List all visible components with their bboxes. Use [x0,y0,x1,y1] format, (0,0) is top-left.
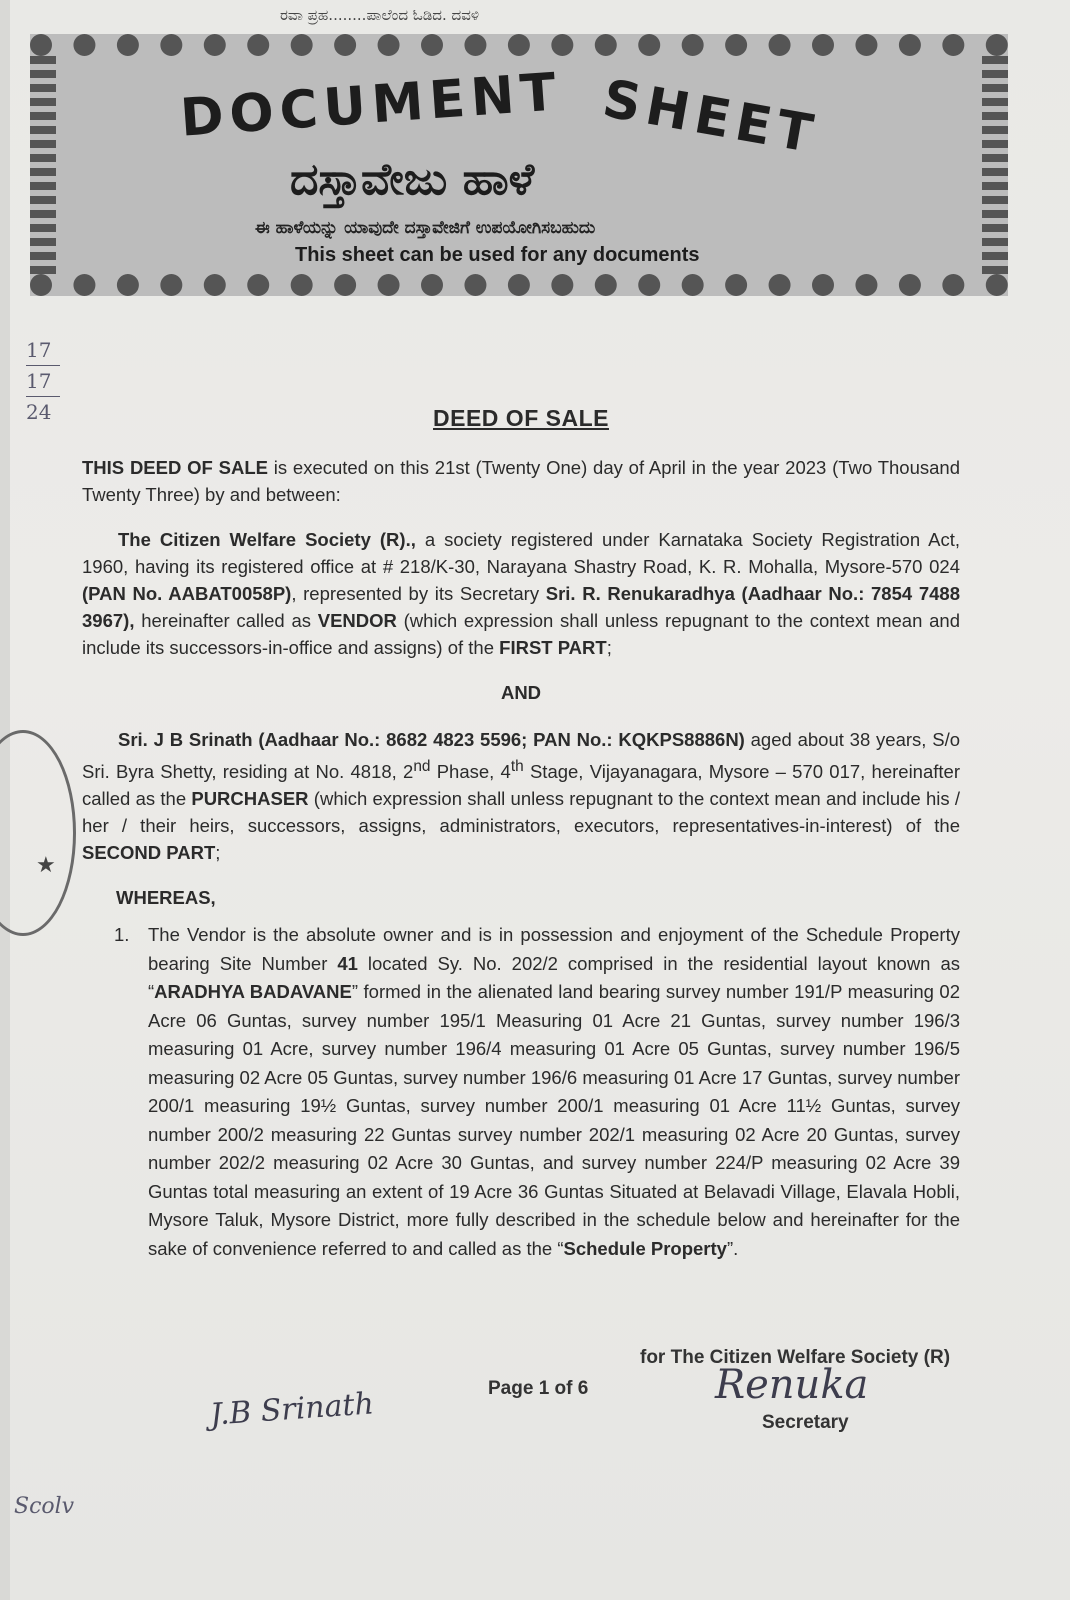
top-handwritten-note: ರವಾ ಪ್ರಹ........ಪಾಲೆಂದ ಓಡಿದ. ದವಳಿ [280,6,480,24]
whereas-heading: WHEREAS, [116,887,216,909]
purchaser-text: Phase, 4 [430,761,511,783]
banner-title-kannada: ದಸ್ತಾವೇಜು ಹಾಳೆ [290,154,535,205]
schedule-property: Schedule Property [563,1237,727,1259]
banner-title-word2: SHEET [598,68,823,166]
vendor-name: The Citizen Welfare Society (R)., [118,529,416,550]
purchaser-signature: J.B Srinath [208,1386,375,1433]
vendor-text: ; [606,637,612,658]
vendor-paragraph [82,526,960,661]
bottom-handwritten-note: Scolv [14,1494,75,1519]
banner-title-word1: DOCUMENT [178,62,564,149]
list-item-text [148,921,960,1263]
list-item [114,921,960,1263]
for-society-label: for The Citizen Welfare Society (R) [640,1347,951,1368]
document-sheet-banner [30,34,1008,296]
purchaser-label: PURCHASER [191,788,309,810]
purchaser-text: aged about 38 years, S/o Sri. Byra Shetty, residing at No. 4818, 2 [82,729,960,783]
purchaser-text: (which expression shall unless repugnant to the context mean and include his / her / their heirs, successors, assigns, administrators, executors, representatives-in-interest) of the [82,788,960,837]
item-text: ” formed in the alienated land bearing survey number 191/P measuring 02 Acre 06 Guntas, survey number 195/1 Measuring 01 Acre 21 Guntas, survey number 196/3 measuring 01 Acre, survey number 196/4 measuring 01 Acre 05 Guntas, survey number 196/5 measuring 02 Acre 05 Guntas, survey number 196/6 measuring 01 Acre 17 Guntas, survey number 200/1 measuring 19½ Guntas, survey number 200/1 measuring 01 Acre 11½ Guntas, survey number 200/2 measuring 22 Guntas survey number 202/1 measuring 02 Acre 20 Guntas, survey number 202/2 measuring 02 Acre 30 Guntas, and survey number 224/P measuring 02 Acre 39 Guntas total measuring an extent of 19 Acre 36 Guntas Situated at Belavadi Village, Elavala Hobli, Mysore Taluk, Mysore District, more fully described in the schedule below and hereinafter for the sake of convenience referred to and called as the “ [148,981,960,1259]
intro-text: is executed on this 21st (Twenty One) day of April in the year 2023 (Two Thousand Twenty Three) by and between: [82,457,960,505]
vendor-part: FIRST PART [499,637,607,658]
secretary-signature: Renuka [715,1362,869,1408]
partial-seal-stamp [0,730,76,936]
purchaser-name: Sri. J B Srinath (Aadhaar No.: 8682 4823 5596; PAN No.: KQKPS8886N) [118,729,745,750]
margin-notes [26,335,76,427]
vendor-text: (which expression shall unless repugnant to the context mean and include its successors-in-office and assigns) of the [82,610,960,658]
intro-bold: THIS DEED OF SALE [82,457,268,478]
vendor-pan: (PAN No. AABAT0058P) [82,583,292,604]
layout-name: ARADHYA BADAVANE [154,981,352,1003]
vendor-text: hereinafter called as [134,610,318,631]
purchaser-part: SECOND PART [82,842,216,864]
list-item-number: 1. [114,924,130,946]
intro-paragraph [82,454,960,508]
superscript: nd [413,758,431,775]
banner-subtitle-kannada: ಈ ಹಾಳೆಯನ್ನು ಯಾವುದೇ ದಸ್ತಾವೇಜಿಗೆ ಉಪಯೋಗಿಸಬಹುದು [255,218,596,238]
margin-note: 24 [26,400,52,424]
page-number: Page 1 of 6 [488,1378,589,1399]
banner-title [178,62,823,166]
deed-body [82,405,960,1263]
deed-title: DEED OF SALE [433,405,609,431]
document-sheet [10,0,1070,1600]
vendor-representative: Sri. R. Renukaradhya (Aadhaar No.: 7854 7488 3967), [82,583,960,631]
item-text: ”. [726,1237,739,1259]
item-text: The Vendor is the absolute owner and is in possession and enjoyment of the Schedule Property bearing Site Number [148,924,960,974]
margin-note: 17 [26,366,60,397]
margin-note: 17 [26,335,60,366]
purchaser-paragraph [82,726,960,866]
purchaser-text: ; [215,842,221,864]
vendor-text: , represented by its Secretary [291,583,546,604]
item-text: located Sy. No. 202/2 comprised in the residential layout known as “ [148,952,960,1003]
banner-subtitle-english: This sheet can be used for any documents [295,244,700,266]
vendor-label: VENDOR [317,610,397,631]
site-number: 41 [337,952,358,974]
star-icon: ★ [36,852,56,877]
purchaser-text: Stage, Vijayanagara, Mysore – 570 017, hereinafter called as the [82,761,960,810]
superscript: th [510,758,524,775]
vendor-text: a society registered under Karnataka Society Registration Act, 1960, having its registered office at # 218/K-30, Narayana Shastry Road, K. R. Mohalla, Mysore-570 024 [82,529,960,577]
secretary-label: Secretary [762,1412,849,1433]
and-separator: AND [500,682,542,703]
